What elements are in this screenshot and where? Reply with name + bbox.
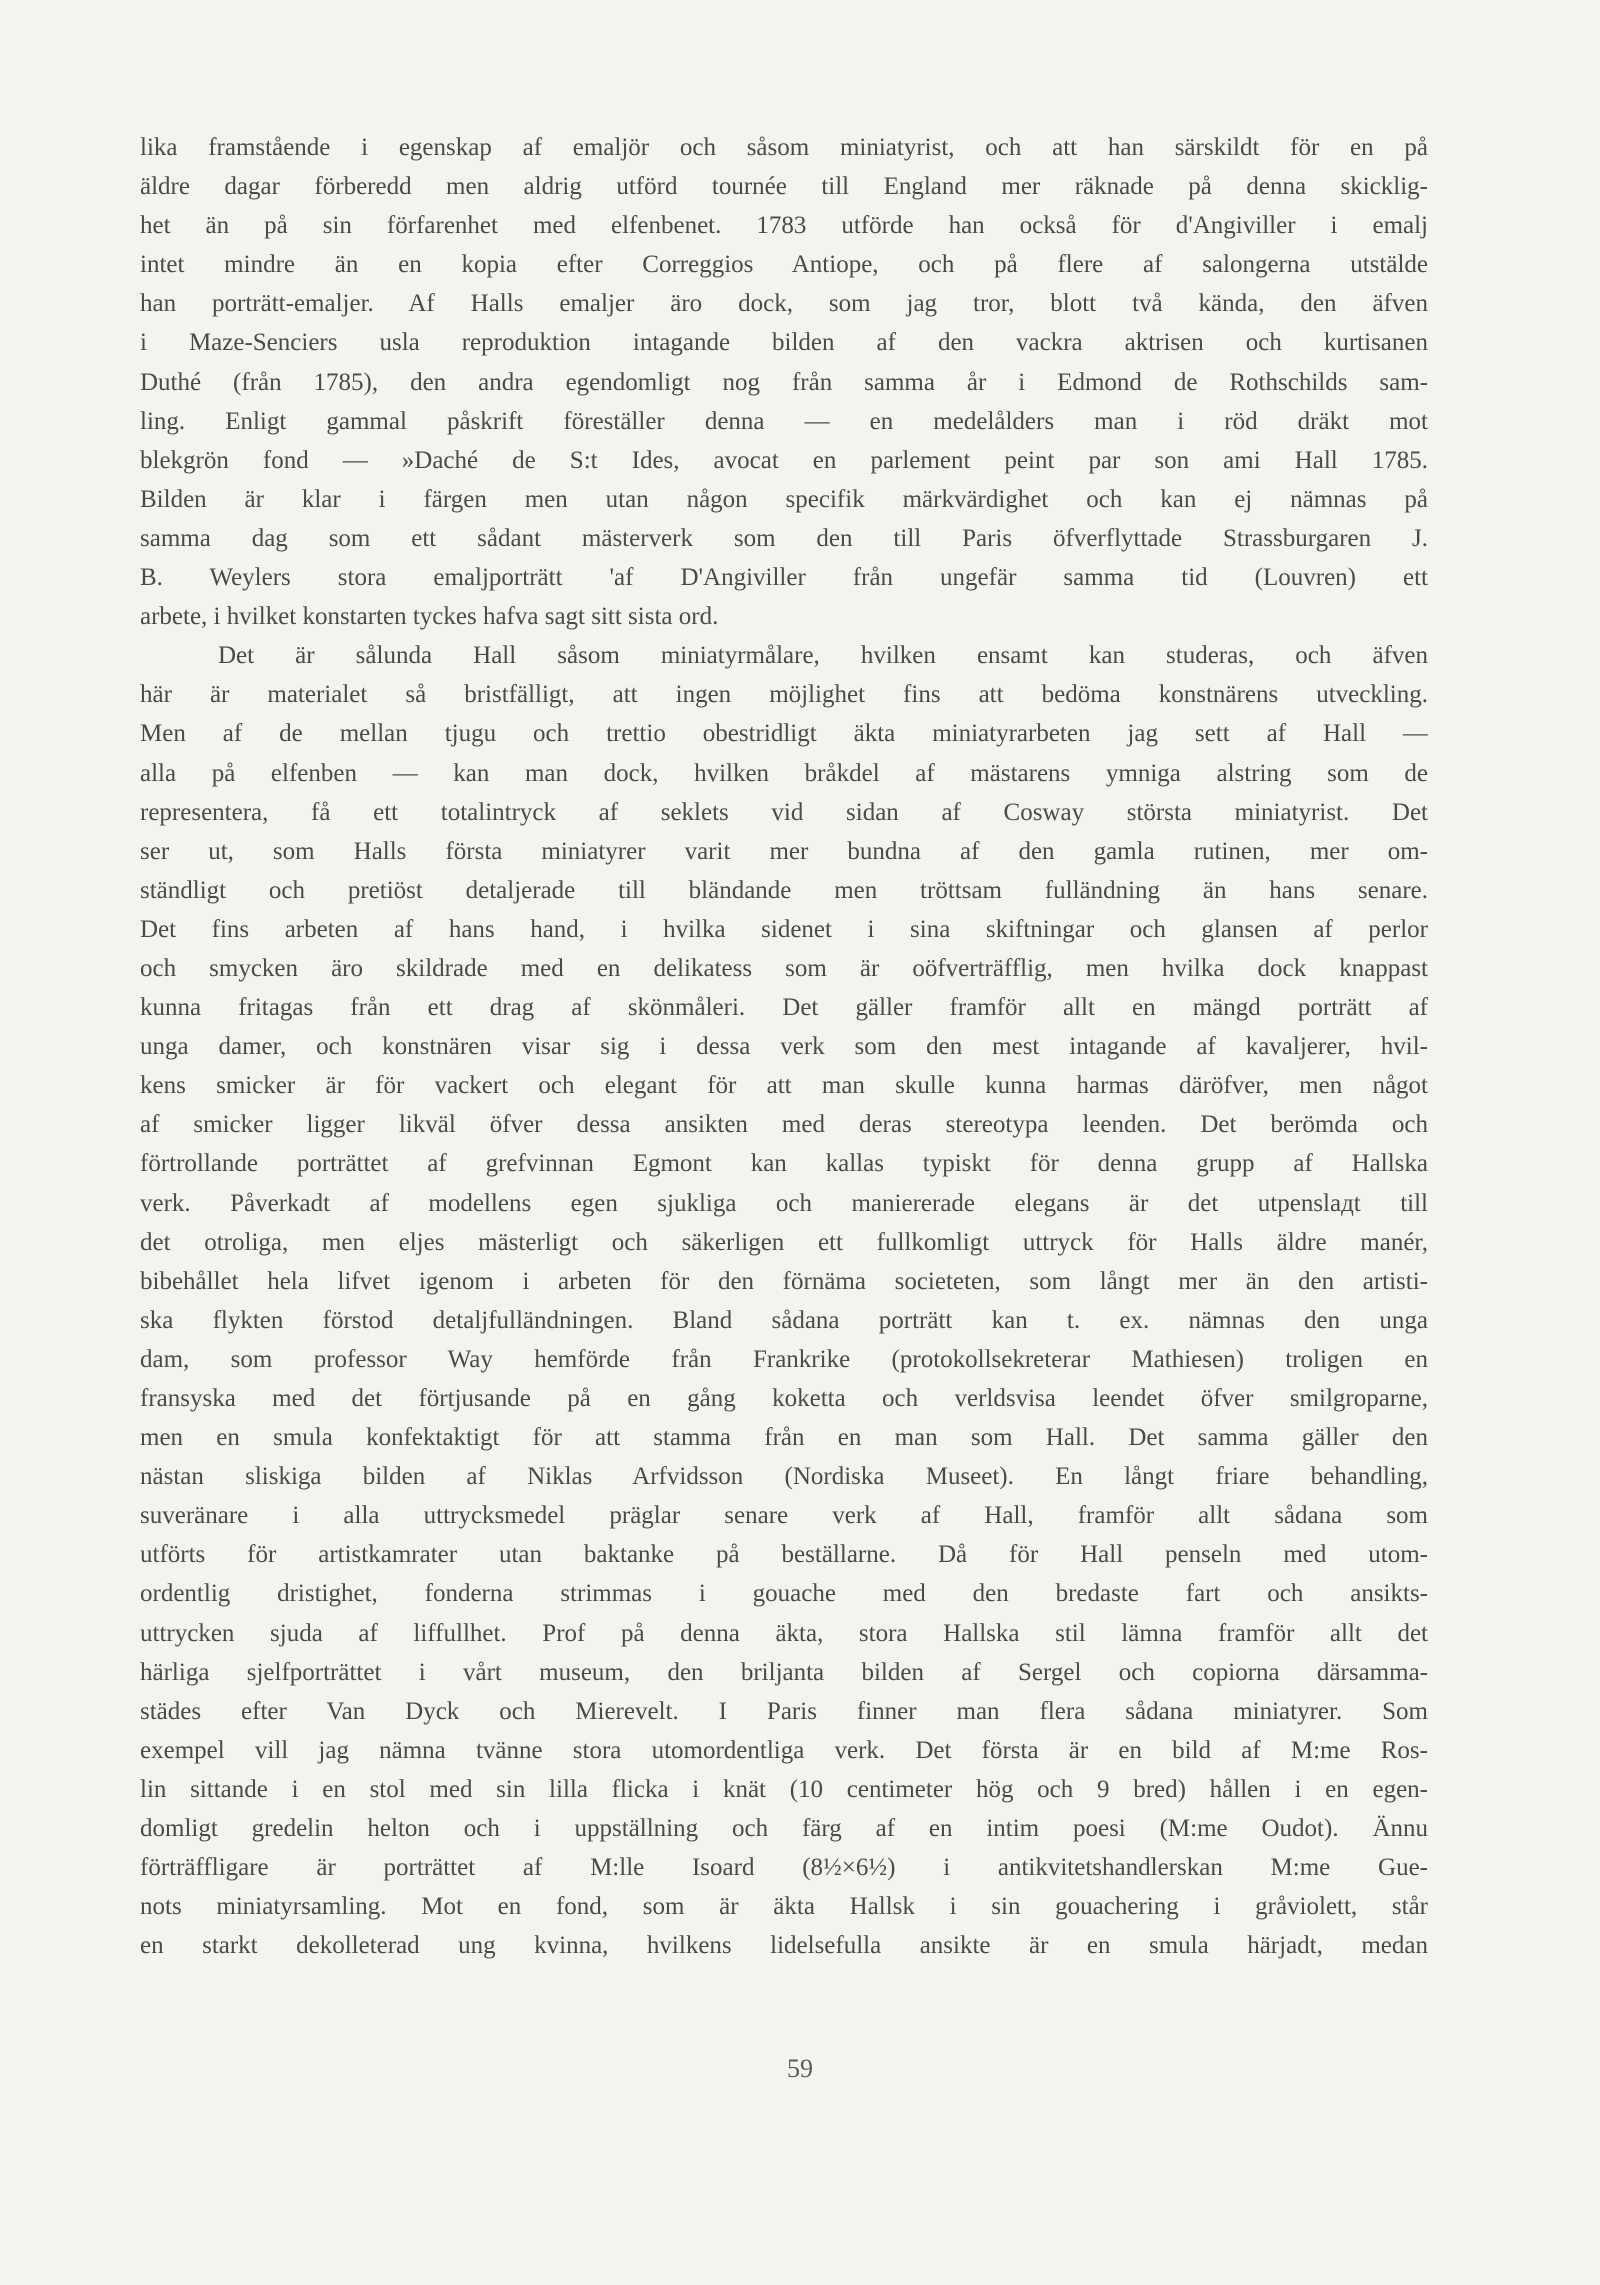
text-line: Det fins arbeten af hans hand, i hvilka sidenet i sina skiftningar och glansen af perlor [140, 915, 1428, 943]
text-line: af smicker ligger likväl öfver dessa ansikten med deras stereotypa leenden. Det berömda och [140, 1111, 1428, 1139]
text-line: domligt gredelin helton och i uppställning och färg af en intim poesi (M:me Oudot). Ännu [140, 1815, 1428, 1843]
paragraph-start-line: Det är sålunda Hall såsom miniatyrmålare, hvilken ensamt kan studeras, och äfven [218, 642, 1428, 670]
text-line: B. Weylers stora emaljporträtt 'af D'Angiviller från ungefär samma tid (Louvren) ett [140, 564, 1428, 592]
text-line: förtrollande porträttet af grefvinnan Egmont kan kallas typiskt för denna grupp af Hallska [140, 1150, 1428, 1178]
paragraph-end-line: arbete, i hvilket konstarten tyckes hafva sagt sitt sista ord. [140, 603, 719, 631]
text-line: verk. Påverkadt af modellens egen sjukliga och maniererade elegans är det utpenslадt till [140, 1189, 1428, 1217]
text-line: unga damer, och konstnären visar sig i dessa verk som den mest intagande af kavaljerer, hvil- [140, 1033, 1428, 1061]
text-line: het än på sin förfarenhet med elfenbenet. 1783 utförde han också för d'Angiviller i emalj [140, 212, 1428, 240]
text-line: representera, få ett totalintryck af seklets vid sidan af Cosway största miniatyrist. Det [140, 798, 1428, 826]
text-line: ser ut, som Halls första miniatyrer varit mer bundna af den gamla rutinen, mer om- [140, 837, 1428, 865]
text-line: ordentlig dristighet, fonderna strimmas i gouache med den bredaste fart och ansikts- [140, 1580, 1428, 1608]
text-line: men en smula konfektaktigt för att stamma från en man som Hall. Det samma gäller den [140, 1424, 1428, 1452]
text-line: här är materialet så bristfälligt, att ingen möjlighet fins att bedöma konstnärens utveckling. [140, 681, 1428, 709]
text-line: fransyska med det förtjusande på en gång koketta och verldsvisa leendet öfver smilgroparne, [140, 1385, 1428, 1412]
text-line: ska flykten förstod detaljfulländningen. Bland sådana porträtt kan t. ex. nämnas den unga [140, 1306, 1428, 1334]
body-text [140, 128, 1428, 1965]
text-line: suveränare i alla uttrycksmedel präglar senare verk af Hall, framför allt sådana som [140, 1502, 1428, 1530]
text-line: lika framstående i egenskap af emaljör och såsom miniatyrist, och att han särskildt för en på [140, 134, 1428, 161]
text-line: det otroliga, men eljes mästerligt och säkerligen ett fullkomligt uttryck för Halls äldre manér, [140, 1228, 1428, 1256]
text-line: ling. Enligt gammal påskrift föreställer denna — en medelålders man i röd dräkt mot [140, 407, 1428, 435]
text-line: samma dag som ett sådant mästerverk som den till Paris öfverflyttade Strassburgaren J. [140, 524, 1428, 552]
text-line: han porträtt-emaljer. Af Halls emaljer äro dock, som jag tror, blott två kända, den äfven [140, 290, 1428, 318]
text-line: härliga sjelfporträttet i vårt museum, den briljanta bilden af Sergel och copiorna därsamma- [140, 1658, 1428, 1686]
text-line: och smycken äro skildrade med en delikatess som är oöfverträfflig, men hvilka dock knappast [140, 954, 1428, 982]
text-line: Duthé (från 1785), den andra egendomligt nog från samma år i Edmond de Rothschilds sam- [140, 368, 1428, 396]
text-line: uttrycken sjuda af liffullhet. Prof på denna äkta, stora Hallska stil lämna framför allt det [140, 1619, 1428, 1647]
text-line: exempel vill jag nämna tvänne stora utomordentliga verk. Det första är en bild af M:me Ros- [140, 1736, 1428, 1764]
text-line: förträffligare är porträttet af M:lle Isoard (8½×6½) i antikvitetshandlerskan M:me Gue- [140, 1854, 1428, 1882]
text-line: i Maze-Senciers usla reproduktion intagande bilden af den vackra aktrisen och kurtisanen [140, 329, 1428, 357]
text-line: alla på elfenben — kan man dock, hvilken bråkdel af mästarens ymniga alstring som de [140, 759, 1428, 787]
text-line: lin sittande i en stol med sin lilla flicka i knät (10 centimeter hög och 9 bred) hållen i en egen- [140, 1775, 1428, 1803]
text-line: ständligt och pretiöst detaljerade till bländande men tröttsam fulländning än hans senare. [140, 876, 1428, 904]
text-line: städes efter Van Dyck och Mierevelt. I Paris finner man flera sådana miniatyrer. Som [140, 1697, 1428, 1725]
text-line: äldre dagar förberedd men aldrig utförd tournée till England mer räknade på denna skicklig- [140, 173, 1428, 201]
text-line: dam, som professor Way hemförde från Frankrike (protokollsekreterar Mathiesen) troligen en [140, 1345, 1428, 1373]
text-line: nots miniatyrsamling. Mot en fond, som är äkta Hallsk i sin gouachering i gråviolett, står [140, 1893, 1428, 1921]
text-line: nästan sliskiga bilden af Niklas Arfvidsson (Nordiska Museet). En långt friare behandling, [140, 1463, 1428, 1491]
text-line: kunna fritagas från ett drag af skönmåleri. Det gäller framför allt en mängd porträtt af [140, 994, 1428, 1022]
text-line: bibehållet hela lifvet igenom i arbeten för den förnäma societeten, som långt mer än den artisti- [140, 1267, 1428, 1295]
text-line: kens smicker är för vackert och elegant för att man skulle kunna harmas däröfver, men något [140, 1072, 1428, 1100]
text-line: blekgrön fond — »Daché de S:t Ides, avocat en parlement peint par son ami Hall 1785. [140, 446, 1428, 474]
page-number: 59 [787, 2054, 813, 2083]
text-line: utförts för artistkamrater utan baktanke på beställarne. Då för Hall penseln med utom- [140, 1541, 1428, 1569]
text-line: Men af de mellan tjugu och trettio obestridligt äkta miniatyrarbeten jag sett af Hall — [140, 720, 1428, 748]
text-line: en starkt dekolleterad ung kvinna, hvilkens lidelsefulla ansikte är en smula härjadt, medan [140, 1932, 1428, 1960]
text-line: intet mindre än en kopia efter Correggios Antiope, och på flere af salongerna utstälde [140, 251, 1428, 279]
text-line: Bilden är klar i färgen men utan någon specifik märkvärdighet och kan ej nämnas på [140, 485, 1428, 513]
